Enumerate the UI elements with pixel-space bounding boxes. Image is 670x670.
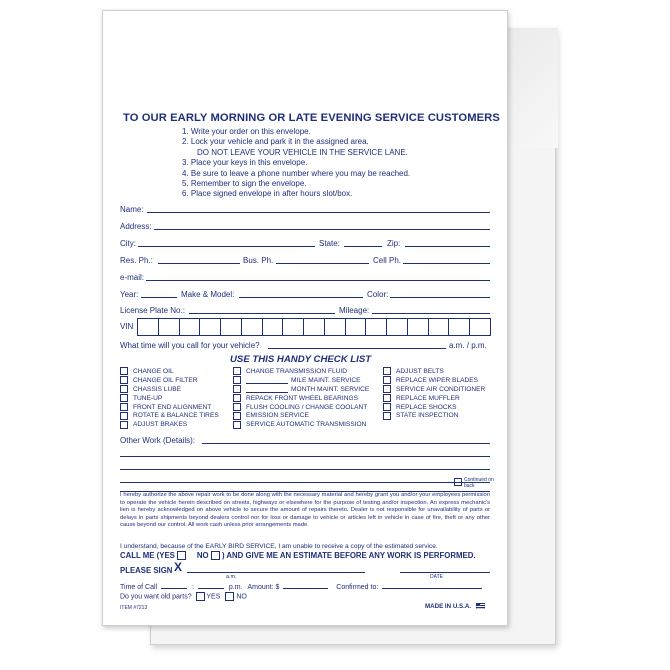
call-time-field[interactable] <box>268 348 446 349</box>
checklist-checkbox[interactable] <box>120 412 128 420</box>
call-me-no-checkbox[interactable] <box>211 551 220 560</box>
cell-phone-label: Cell Ph. <box>373 256 402 265</box>
vin-boxes[interactable] <box>137 318 491 336</box>
authorization-text: I hereby authorize the above repair work to be done along with the necessary material and hereby grant you and/or your employees permission to operate the vehicle herein described on streets, highways or elsewhere for the purpose of testing and/or inspection. An express mechanic's lien is hereby acknowledged on above vehicle to secure the amount of repairs thereto. Dealer is not responsible for unavailability of parts or delays in parts shipments beyond dealers control nor for loss or damage to vehicle or articles left in vehicle in case of fire, theft or any other cause beyond our control. All work cash unless prior arrangements made. <box>120 492 490 529</box>
made-in-usa <box>425 603 485 610</box>
city-field[interactable] <box>138 246 315 247</box>
instruction-item: 3. Place your keys in this envelope. <box>182 158 308 168</box>
amount-label: Amount: $ <box>247 584 280 591</box>
zip-field[interactable] <box>405 246 490 247</box>
zip-label: Zip: <box>387 239 401 248</box>
checklist-checkbox[interactable] <box>233 385 241 393</box>
mileage-label: Mileage: <box>339 306 370 315</box>
checklist-item[interactable] <box>383 411 485 420</box>
vin-box[interactable] <box>429 319 450 335</box>
call-time-label: What time will you call for your vehicle? <box>120 341 260 350</box>
res-phone-label: Res. Ph.: <box>120 256 153 265</box>
checklist-column-2 <box>233 367 369 429</box>
vin-box[interactable] <box>470 319 490 335</box>
checklist-label: STATE INSPECTION <box>396 412 459 420</box>
year-field[interactable] <box>141 297 177 298</box>
vin-box[interactable] <box>387 319 408 335</box>
checklist-item[interactable] <box>233 411 369 420</box>
checklist-checkbox[interactable] <box>383 403 391 411</box>
old-parts-yes-label: YES <box>206 593 221 601</box>
checklist-label: CHANGE OIL FILTER <box>133 376 198 384</box>
checklist-label: TUNE-UP <box>133 394 163 402</box>
checklist-checkbox[interactable] <box>120 421 128 429</box>
time-of-call-hour[interactable] <box>161 582 187 589</box>
state-label: State: <box>319 239 340 248</box>
checklist-item[interactable] <box>120 367 219 376</box>
checklist-label: MONTH MAINT. SERVICE <box>291 385 370 393</box>
checklist-label: SERVICE AUTOMATIC TRANSMISSION <box>246 421 367 429</box>
old-parts-yes-checkbox[interactable] <box>196 592 205 601</box>
make-model-label: Make & Model: <box>181 290 235 299</box>
vin-label: VIN <box>120 322 134 331</box>
time-of-call-row <box>120 582 485 591</box>
vin-box[interactable] <box>221 319 242 335</box>
checklist-checkbox[interactable] <box>383 367 391 375</box>
checklist-item[interactable] <box>120 376 219 385</box>
time-pm-label: p.m. <box>228 584 243 591</box>
checklist-label: ROTATE & BALANCE TIRES <box>133 412 219 420</box>
checklist-checkbox[interactable] <box>233 421 241 429</box>
checklist-checkbox[interactable] <box>383 376 391 384</box>
old-parts-no-checkbox[interactable] <box>225 592 234 601</box>
us-flag-icon <box>476 603 485 609</box>
checklist-item[interactable] <box>383 367 485 376</box>
checklist-checkbox[interactable] <box>120 385 128 393</box>
address-field[interactable] <box>154 229 490 230</box>
envelope-front <box>102 10 508 626</box>
checklist-label: CHANGE TRANSMISSION FLUID <box>246 367 347 375</box>
signature-field[interactable] <box>187 572 365 573</box>
vin-box[interactable] <box>366 319 387 335</box>
checklist-blank[interactable] <box>246 386 288 393</box>
call-me-rest: ) AND GIVE ME AN ESTIMATE BEFORE ANY WORK IS PERFORMED. <box>221 551 476 560</box>
checklist-label: EMISSION SERVICE <box>246 412 309 420</box>
checklist-checkbox[interactable] <box>233 367 241 375</box>
checklist-label: REPLACE WIPER BLADES <box>396 376 479 384</box>
item-number: ITEM #7213 <box>120 605 148 611</box>
other-work-line-4[interactable] <box>120 482 490 483</box>
ampm-label: a.m. / p.m. <box>449 341 487 350</box>
checklist-blank[interactable] <box>246 377 288 384</box>
understand-text: I understand, because of the EARLY BIRD SERVICE, I am unable to receive a copy of the estimated service. <box>120 543 438 550</box>
checklist-label: REPACK FRONT WHEEL BEARINGS <box>246 394 358 402</box>
checklist-item[interactable] <box>383 376 485 385</box>
checklist-checkbox[interactable] <box>383 412 391 420</box>
checklist-checkbox[interactable] <box>233 403 241 411</box>
bus-phone-field[interactable] <box>276 263 369 264</box>
checklist-column-1 <box>120 367 219 429</box>
continued-label: Continued on back <box>464 477 494 489</box>
city-label: City: <box>120 239 136 248</box>
instruction-item: 1. Write your order on this envelope. <box>182 127 311 136</box>
old-parts-no-label: NO <box>236 593 247 601</box>
license-field[interactable] <box>189 313 335 314</box>
date-label: DATE <box>430 574 443 580</box>
email-field[interactable] <box>146 280 490 281</box>
call-me-yes-label: CALL ME (YES <box>120 551 175 560</box>
cell-phone-field[interactable] <box>403 263 490 264</box>
date-field[interactable] <box>400 572 490 573</box>
vin-box[interactable] <box>180 319 201 335</box>
amount-field[interactable] <box>283 582 328 589</box>
checklist-label: FLUSH COOLING / CHANGE COOLANT <box>246 403 368 411</box>
vin-box[interactable] <box>325 319 346 335</box>
checklist-checkbox[interactable] <box>233 376 241 384</box>
checklist-label: SERVICE AIR CONDITIONER <box>396 385 486 393</box>
checklist-column-3 <box>383 367 485 420</box>
time-colon: : <box>192 584 194 591</box>
res-phone-field[interactable] <box>158 263 240 264</box>
checklist-item[interactable] <box>233 420 369 429</box>
continued-on-back[interactable] <box>454 478 494 489</box>
vin-box[interactable] <box>263 319 284 335</box>
checklist-checkbox[interactable] <box>120 367 128 375</box>
instruction-item: DO NOT LEAVE YOUR VEHICLE IN THE SERVICE LANE. <box>197 147 408 157</box>
old-parts-question: Do you want old parts? <box>120 593 192 601</box>
checklist-item[interactable] <box>233 376 369 385</box>
vin-box[interactable] <box>304 319 325 335</box>
please-sign-label: PLEASE SIGN <box>120 566 173 575</box>
checklist-item[interactable] <box>233 367 369 376</box>
vin-box[interactable] <box>159 319 180 335</box>
confirmed-label: Confirmed to: <box>336 584 379 591</box>
year-label: Year: <box>120 290 139 299</box>
made-in-usa-label: MADE IN U.S.A. <box>425 603 472 610</box>
checklist-checkbox[interactable] <box>383 385 391 393</box>
license-label: License Plate No.: <box>120 306 185 315</box>
checklist-label: MILE MAINT. SERVICE <box>291 376 361 384</box>
color-field[interactable] <box>390 297 490 298</box>
vin-box[interactable] <box>346 319 367 335</box>
checklist-item[interactable] <box>120 411 219 420</box>
checklist-label: REPLACE SHOCKS <box>396 403 457 411</box>
checklist-item[interactable] <box>233 394 369 403</box>
time-of-call-minute[interactable] <box>198 582 224 589</box>
sign-am-label: a.m. <box>226 574 237 580</box>
checklist-label: CHASSIS LUBE <box>133 385 182 393</box>
checklist-heading: USE THIS HANDY CHECK LIST <box>230 354 372 365</box>
vin-box[interactable] <box>242 319 263 335</box>
instruction-item: 6. Place signed envelope in after hours slot/box. <box>182 189 353 199</box>
vin-box[interactable] <box>408 319 429 335</box>
checklist-label: REPLACE MUFFLER <box>396 394 460 402</box>
other-work-line-3[interactable] <box>120 469 490 470</box>
instruction-item: 2. Lock your vehicle and park it in the assigned area. <box>182 137 369 147</box>
vin-box[interactable] <box>283 319 304 335</box>
call-me-no-label: NO <box>196 551 209 560</box>
other-work-label: Other Work (Details): <box>120 436 195 445</box>
instruction-item: 4. Be sure to leave a phone number where you may be reached. <box>182 168 411 178</box>
color-label: Color: <box>367 290 389 299</box>
state-field[interactable] <box>344 246 382 247</box>
email-label: e-mail: <box>120 273 145 282</box>
other-work-line-2[interactable] <box>120 456 490 457</box>
old-parts-row <box>120 592 247 601</box>
checklist-label: ADJUST BRAKES <box>133 421 188 429</box>
checklist-checkbox[interactable] <box>383 394 391 402</box>
checklist-checkbox[interactable] <box>233 412 241 420</box>
confirmed-field[interactable] <box>382 582 482 589</box>
sign-x-mark: X <box>174 560 183 574</box>
checklist-item[interactable] <box>233 385 369 394</box>
other-work-line-1[interactable] <box>202 443 490 444</box>
bus-phone-label: Bus. Ph. <box>243 256 274 265</box>
checklist-item[interactable] <box>120 403 219 412</box>
checklist-item[interactable] <box>120 394 219 403</box>
checklist-checkbox[interactable] <box>233 394 241 402</box>
checklist-item[interactable] <box>120 420 219 429</box>
vin-box[interactable] <box>200 319 221 335</box>
checklist-label: ADJUST BELTS <box>396 367 444 375</box>
mileage-field[interactable] <box>372 313 490 314</box>
vin-box[interactable] <box>138 319 159 335</box>
vin-box[interactable] <box>449 319 470 335</box>
form-title: TO OUR EARLY MORNING OR LATE EVENING SERVICE CUSTOMERS <box>123 112 500 124</box>
checklist-checkbox[interactable] <box>120 403 128 411</box>
name-label: Name: <box>120 205 144 214</box>
checklist-item[interactable] <box>383 394 485 403</box>
checklist-item[interactable] <box>120 385 219 394</box>
address-label: Address: <box>120 222 152 231</box>
continued-checkbox[interactable] <box>454 478 462 486</box>
checklist-item[interactable] <box>383 403 485 412</box>
name-field[interactable] <box>147 212 490 213</box>
time-of-call-label: Time of Call <box>120 584 158 591</box>
checklist-label: FRONT END ALIGNMENT <box>133 403 212 411</box>
checklist-item[interactable] <box>233 403 369 412</box>
instruction-item: 5. Remember to sign the envelope. <box>182 179 307 188</box>
make-model-field[interactable] <box>239 297 363 298</box>
checklist-label: CHANGE OIL <box>133 367 174 375</box>
checklist-checkbox[interactable] <box>120 376 128 384</box>
checklist-checkbox[interactable] <box>120 394 128 402</box>
checklist-item[interactable] <box>383 385 485 394</box>
